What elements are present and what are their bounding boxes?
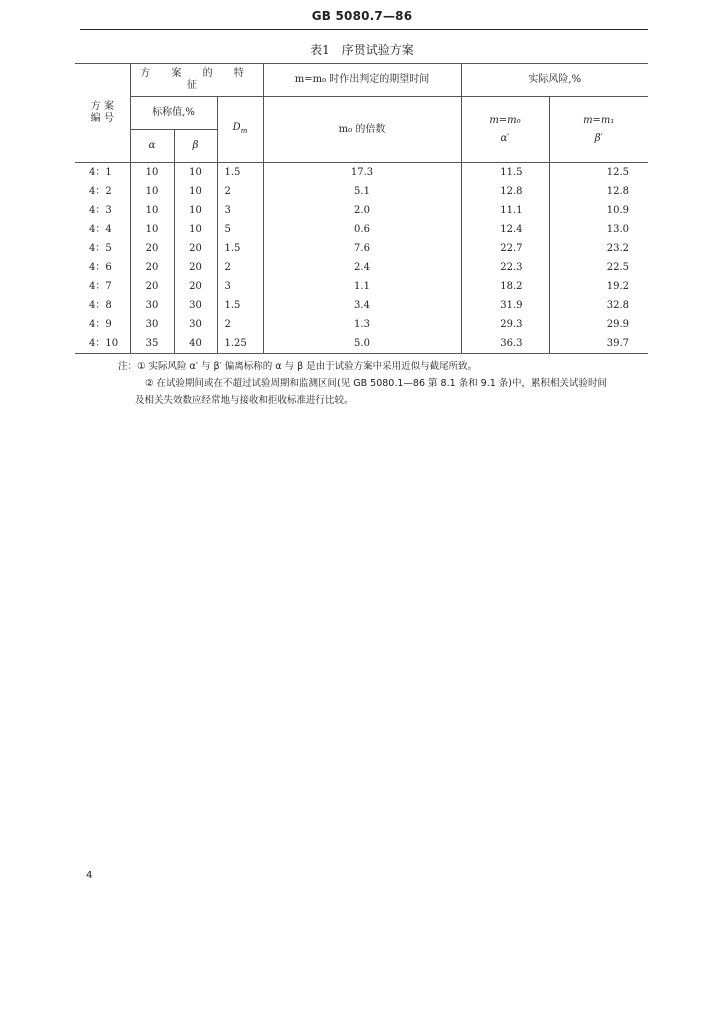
table-row (75, 163, 648, 183)
sequential-test-plan-table (75, 63, 648, 354)
table-row (75, 220, 648, 239)
alpha-cell: 10 (130, 163, 174, 183)
beta-actual-cell: 29.9 (549, 315, 648, 334)
dm-cell: 5 (217, 220, 263, 239)
multiple-cell: 0.6 (263, 220, 461, 239)
note-2-line-2: 及相关失效数应经常地与接收和拒收标准进行比较。 (135, 395, 354, 406)
beta-cell: 30 (174, 315, 217, 334)
beta-cell: 30 (174, 296, 217, 315)
standard-code: GB 5080.7—86 (311, 9, 413, 23)
dm-cell: 1.5 (217, 239, 263, 258)
discrimination-ratio-header: $D_m$ (217, 97, 263, 163)
table-row (75, 277, 648, 296)
beta-actual-cell: 12.8 (549, 182, 648, 201)
beta-actual-cell: 39.7 (549, 334, 648, 354)
beta-actual-cell: 22.5 (549, 258, 648, 277)
beta-cell: 40 (174, 334, 217, 354)
beta-actual-cell: 12.5 (549, 163, 648, 183)
dm-cell: 2 (217, 182, 263, 201)
plan-cell: 4：4 (89, 223, 112, 235)
note-2-line-1: ② 在试验期间或在不超过试验周期和监测区间(见 GB 5080.1—86 第 8.1 条和 9.1 条)中，累积相关试验时间 (145, 378, 608, 389)
alpha-cell: 30 (130, 315, 174, 334)
beta-cell: 20 (174, 239, 217, 258)
alpha-actual-cell: 22.7 (461, 239, 549, 258)
alpha-actual-cell: 12.8 (461, 182, 549, 201)
beta-prime-header (549, 97, 648, 163)
beta-cell: 20 (174, 258, 217, 277)
table-row (75, 334, 648, 354)
plan-cell: 4：5 (89, 242, 112, 254)
dm-cell: 1.5 (217, 163, 263, 183)
alpha-actual-cell: 11.5 (461, 163, 549, 183)
alpha-cell: 20 (130, 258, 174, 277)
beta-cell: 10 (174, 182, 217, 201)
m0-multiple-header: m₀ 的倍数 (263, 97, 461, 163)
dm-cell: 3 (217, 201, 263, 220)
alpha-actual-cell: 18.2 (461, 277, 549, 296)
nominal-value-header: 标称值,% (130, 97, 217, 130)
table-row (75, 296, 648, 315)
plan-cell: 4：1 (89, 166, 112, 178)
table-notes (118, 358, 658, 409)
alpha-actual-cell: 36.3 (461, 334, 549, 354)
alpha-prime-label: α′ (500, 132, 510, 144)
note-1: 注：① 实际风险 α′ 与 β′ 偏离标称的 α 与 β 是由于试验方案中采用近似与截尾所致。 (118, 361, 478, 372)
alpha-actual-cell: 22.3 (461, 258, 549, 277)
table-row (75, 239, 648, 258)
multiple-cell: 5.1 (263, 182, 461, 201)
beta-actual-cell: 10.9 (549, 201, 648, 220)
beta-cell: 10 (174, 163, 217, 183)
beta-actual-cell: 23.2 (549, 239, 648, 258)
dm-cell: 1.5 (217, 296, 263, 315)
page-number: 4 (86, 870, 93, 881)
plan-cell: 4：2 (89, 185, 112, 197)
multiple-cell: 1.1 (263, 277, 461, 296)
alpha-cell: 20 (130, 277, 174, 296)
alpha-cell: 20 (130, 239, 174, 258)
multiple-cell: 1.3 (263, 315, 461, 334)
beta-cell: 20 (174, 277, 217, 296)
alpha-cell: 10 (130, 182, 174, 201)
alpha-prime-header (461, 97, 549, 163)
plan-cell: 4：10 (75, 334, 130, 354)
dm-cell: 1.25 (217, 334, 263, 354)
multiple-cell: 7.6 (263, 239, 461, 258)
beta-cell: 10 (174, 201, 217, 220)
beta-actual-cell: 19.2 (549, 277, 648, 296)
beta-cell: 10 (174, 220, 217, 239)
actual-risk-header: 实际风险,% (461, 64, 648, 97)
multiple-cell: 2.4 (263, 258, 461, 277)
multiple-cell: 5.0 (263, 334, 461, 354)
beta-prime-label: β′ (594, 132, 603, 144)
table-row (75, 182, 648, 201)
beta-header: β (174, 130, 217, 163)
multiple-cell: 3.4 (263, 296, 461, 315)
plan-cell: 4：8 (89, 299, 112, 311)
plan-cell: 4：3 (89, 204, 112, 216)
alpha-cell: 30 (130, 296, 174, 315)
dm-cell: 2 (217, 258, 263, 277)
m-eq-m0-label: m=m₀ (489, 114, 521, 126)
beta-actual-cell: 32.8 (549, 296, 648, 315)
multiple-cell: 2.0 (263, 201, 461, 220)
alpha-actual-cell: 11.1 (461, 201, 549, 220)
table-row (75, 315, 648, 334)
multiple-cell: 17.3 (263, 163, 461, 183)
expected-time-header: m=m₀ 时作出判定的期望时间 (263, 64, 461, 97)
alpha-actual-cell: 31.9 (461, 296, 549, 315)
table-row (75, 201, 648, 220)
plan-features-header: 方 案 的 特 征 (130, 64, 263, 97)
alpha-actual-cell: 29.3 (461, 315, 549, 334)
plan-cell: 4：9 (89, 318, 112, 330)
table-row (75, 258, 648, 277)
alpha-actual-cell: 12.4 (461, 220, 549, 239)
m-eq-m1-label: m=m₁ (583, 114, 615, 126)
plan-number-header: 方 案 编 号 (75, 64, 130, 163)
dm-cell: 3 (217, 277, 263, 296)
plan-cell: 4：7 (89, 280, 112, 292)
alpha-cell: 35 (130, 334, 174, 354)
dm-cell: 2 (217, 315, 263, 334)
beta-actual-cell: 13.0 (549, 220, 648, 239)
alpha-cell: 10 (130, 220, 174, 239)
alpha-cell: 10 (130, 201, 174, 220)
header-divider (80, 29, 648, 30)
alpha-header: α (130, 130, 174, 163)
plan-cell: 4：6 (89, 261, 112, 273)
table-caption: 表1 序贯试验方案 (310, 43, 414, 57)
